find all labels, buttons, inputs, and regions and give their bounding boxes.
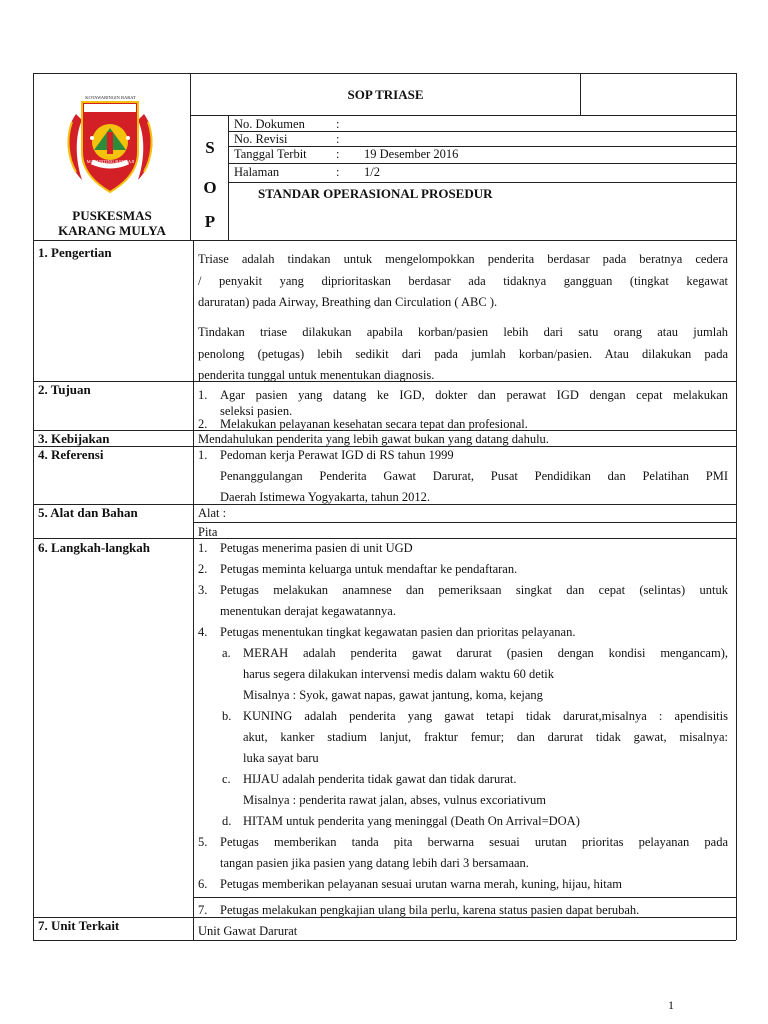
heading-alat: 5. Alat dan Bahan xyxy=(38,505,138,520)
heading-pengertian: 1. Pengertian xyxy=(38,245,112,260)
page-number: 1 xyxy=(668,998,674,1012)
substep-line: Misalnya : Syok, gawat napas, gawat jantung, koma, kejang xyxy=(243,688,543,702)
logo-text-top: KOTAWARINGIN BARAT xyxy=(85,95,136,100)
step-num: 4. xyxy=(198,625,208,639)
referensi-line: Penanggulangan Penderita Gawat Darurat, Pusat Pendidikan dan Pelatihan PMI xyxy=(220,469,728,483)
field-sep: : xyxy=(336,165,340,179)
field-label-no-revisi: No. Revisi xyxy=(234,132,288,146)
sop-letter-p: P xyxy=(204,212,216,231)
step-line: tangan pasien jika pasien yang datang lebih dari 3 bersamaan. xyxy=(220,856,529,870)
substep-line: KUNING adalah penderita yang gawat tetapi tidak darurat,misalnya : apendisitis xyxy=(243,709,728,723)
table-border-left xyxy=(33,73,34,940)
tujuan-num: 1. xyxy=(198,388,208,402)
field-value-halaman: 1/2 xyxy=(364,165,380,179)
table-border-right xyxy=(736,73,737,940)
header-divider-title xyxy=(580,73,581,115)
field-sep: : xyxy=(336,117,340,131)
step-line: Petugas menerima pasien di unit UGD xyxy=(220,541,413,555)
substep-line: luka sayat baru xyxy=(243,751,319,765)
document-subtitle: STANDAR OPERASIONAL PROSEDUR xyxy=(258,186,493,201)
step-num: 1. xyxy=(198,541,208,555)
pengertian-line: Triase adalah tindakan untuk mengelompokkan penderita berdasar pada beratnya cedera xyxy=(198,252,728,266)
field-value-tanggal-terbit: 19 Desember 2016 xyxy=(364,147,459,161)
sop-letter-o: O xyxy=(203,178,217,197)
field-label-tanggal-terbit: Tanggal Terbit xyxy=(234,147,307,161)
step-line: menentukan derajat kegawatannya. xyxy=(220,604,396,618)
pengertian-line: daruratan) pada Airway, Breathing dan Circulation ( ABC ). xyxy=(198,295,498,309)
tujuan-num: 2. xyxy=(198,417,208,431)
field-sep: : xyxy=(336,147,340,161)
tujuan-line: Agar pasien yang datang ke IGD, dokter dan perawat IGD dengan cepat melakukan xyxy=(220,388,728,402)
alat-item: Pita xyxy=(198,525,218,539)
row-sep-alat-inner xyxy=(193,522,736,523)
pengertian-line: Tindakan triase dilakukan apabila korban/pasien lebih dari satu orang atau jumlah xyxy=(198,325,728,339)
pengertian-line: / penyakit yang diprioritaskan berdasar ada tidaknya gangguan (tingkat kegawat xyxy=(198,274,728,288)
step-num: 3. xyxy=(198,583,208,597)
logo-text-bottom: MARUNTING BATU AJI xyxy=(86,159,135,164)
heading-tujuan: 2. Tujuan xyxy=(38,382,91,397)
row-sep-step7 xyxy=(193,897,736,898)
substep-line: HITAM untuk penderita yang meninggal (Death On Arrival=DOA) xyxy=(243,814,580,828)
header-row-line-3 xyxy=(228,163,736,164)
org-name-line1: PUSKESMAS xyxy=(72,208,152,223)
step-line: Petugas memberikan tanda pita berwarna sesuai urutan prioritas pelayanan pada xyxy=(220,835,728,849)
referensi-line: Daerah Istimewa Yogyakarta, tahun 2012. xyxy=(220,490,431,504)
step-num: 7. xyxy=(198,903,208,917)
step-num: 5. xyxy=(198,835,208,849)
heading-kebijakan: 3. Kebijakan xyxy=(38,431,110,446)
tujuan-line: seleksi pasien. xyxy=(220,404,293,418)
pengertian-line: penolong (petugas) lebih sedikit dari pada jumlah korban/pasien. Atau dilakukan pada xyxy=(198,347,728,361)
substep-line: akut, kanker stadium lanjut, fraktur femur; dan darurat tidak gawat, misalnya: xyxy=(243,730,728,744)
step-line: Petugas melakukan pengkajian ulang bila perlu, karena status pasien dapat berubah. xyxy=(220,903,640,917)
puskesmas-logo xyxy=(62,92,158,196)
heading-referensi: 4. Referensi xyxy=(38,447,104,462)
header-row-line-4 xyxy=(228,182,736,183)
substep-line: HIJAU adalah penderita tidak gawat dan tidak darurat. xyxy=(243,772,517,786)
substep-line: Misalnya : penderita rawat jalan, abses, vulnus excoriativum xyxy=(243,793,547,807)
document-title: SOP TRIASE xyxy=(347,87,424,102)
header-bottom xyxy=(33,240,736,241)
tujuan-line: Melakukan pelayanan kesehatan secara tepat dan profesional. xyxy=(220,417,528,431)
step-line: Petugas memberikan pelayanan sesuai urutan warna merah, kuning, hijau, hitam xyxy=(220,877,622,891)
pengertian-line: penderita tunggal untuk menentukan diagnosis. xyxy=(198,368,435,382)
referensi-num: 1. xyxy=(198,448,208,462)
heading-langkah: 6. Langkah-langkah xyxy=(38,540,150,555)
referensi-line: Pedoman kerja Perawat IGD di RS tahun 1999 xyxy=(220,448,454,462)
field-label-no-dokumen: No. Dokumen xyxy=(234,117,305,131)
substep-num: b. xyxy=(222,709,232,723)
substep-num: a. xyxy=(222,646,231,660)
org-name-line2: KARANG MULYA xyxy=(58,223,166,238)
table-border-bottom xyxy=(33,940,736,941)
body-column-divider xyxy=(193,240,194,940)
substep-num: d. xyxy=(222,814,232,828)
substep-line: harus segera dilakukan intervensi medis dalam waktu 60 detik xyxy=(243,667,555,681)
field-sep: : xyxy=(336,132,340,146)
step-num: 6. xyxy=(198,877,208,891)
table-border-top xyxy=(33,73,736,74)
substep-num: c. xyxy=(222,772,231,786)
row-sep-langkah xyxy=(33,538,736,539)
step-num: 2. xyxy=(198,562,208,576)
step-line: Petugas meminta keluarga untuk mendaftar ke pendaftaran. xyxy=(220,562,518,576)
header-sop-divider xyxy=(228,115,229,240)
heading-unit-terkait: 7. Unit Terkait xyxy=(38,918,120,933)
field-label-halaman: Halaman xyxy=(234,165,280,179)
unit-terkait-text: Unit Gawat Darurat xyxy=(198,924,298,938)
step-line: Petugas melakukan anamnese dan pemeriksaan singkat dan cepat (selintas) untuk xyxy=(220,583,728,597)
sop-letter-s: S xyxy=(205,138,215,157)
kebijakan-text: Mendahulukan penderita yang lebih gawat bukan yang datang dahulu. xyxy=(198,432,549,446)
substep-line: MERAH adalah penderita gawat darurat (pasien dengan kondisi mengancam), xyxy=(243,646,728,660)
step-line: Petugas menentukan tingkat kegawatan pasien dan prioritas pelayanan. xyxy=(220,625,576,639)
alat-label: Alat : xyxy=(198,506,227,520)
